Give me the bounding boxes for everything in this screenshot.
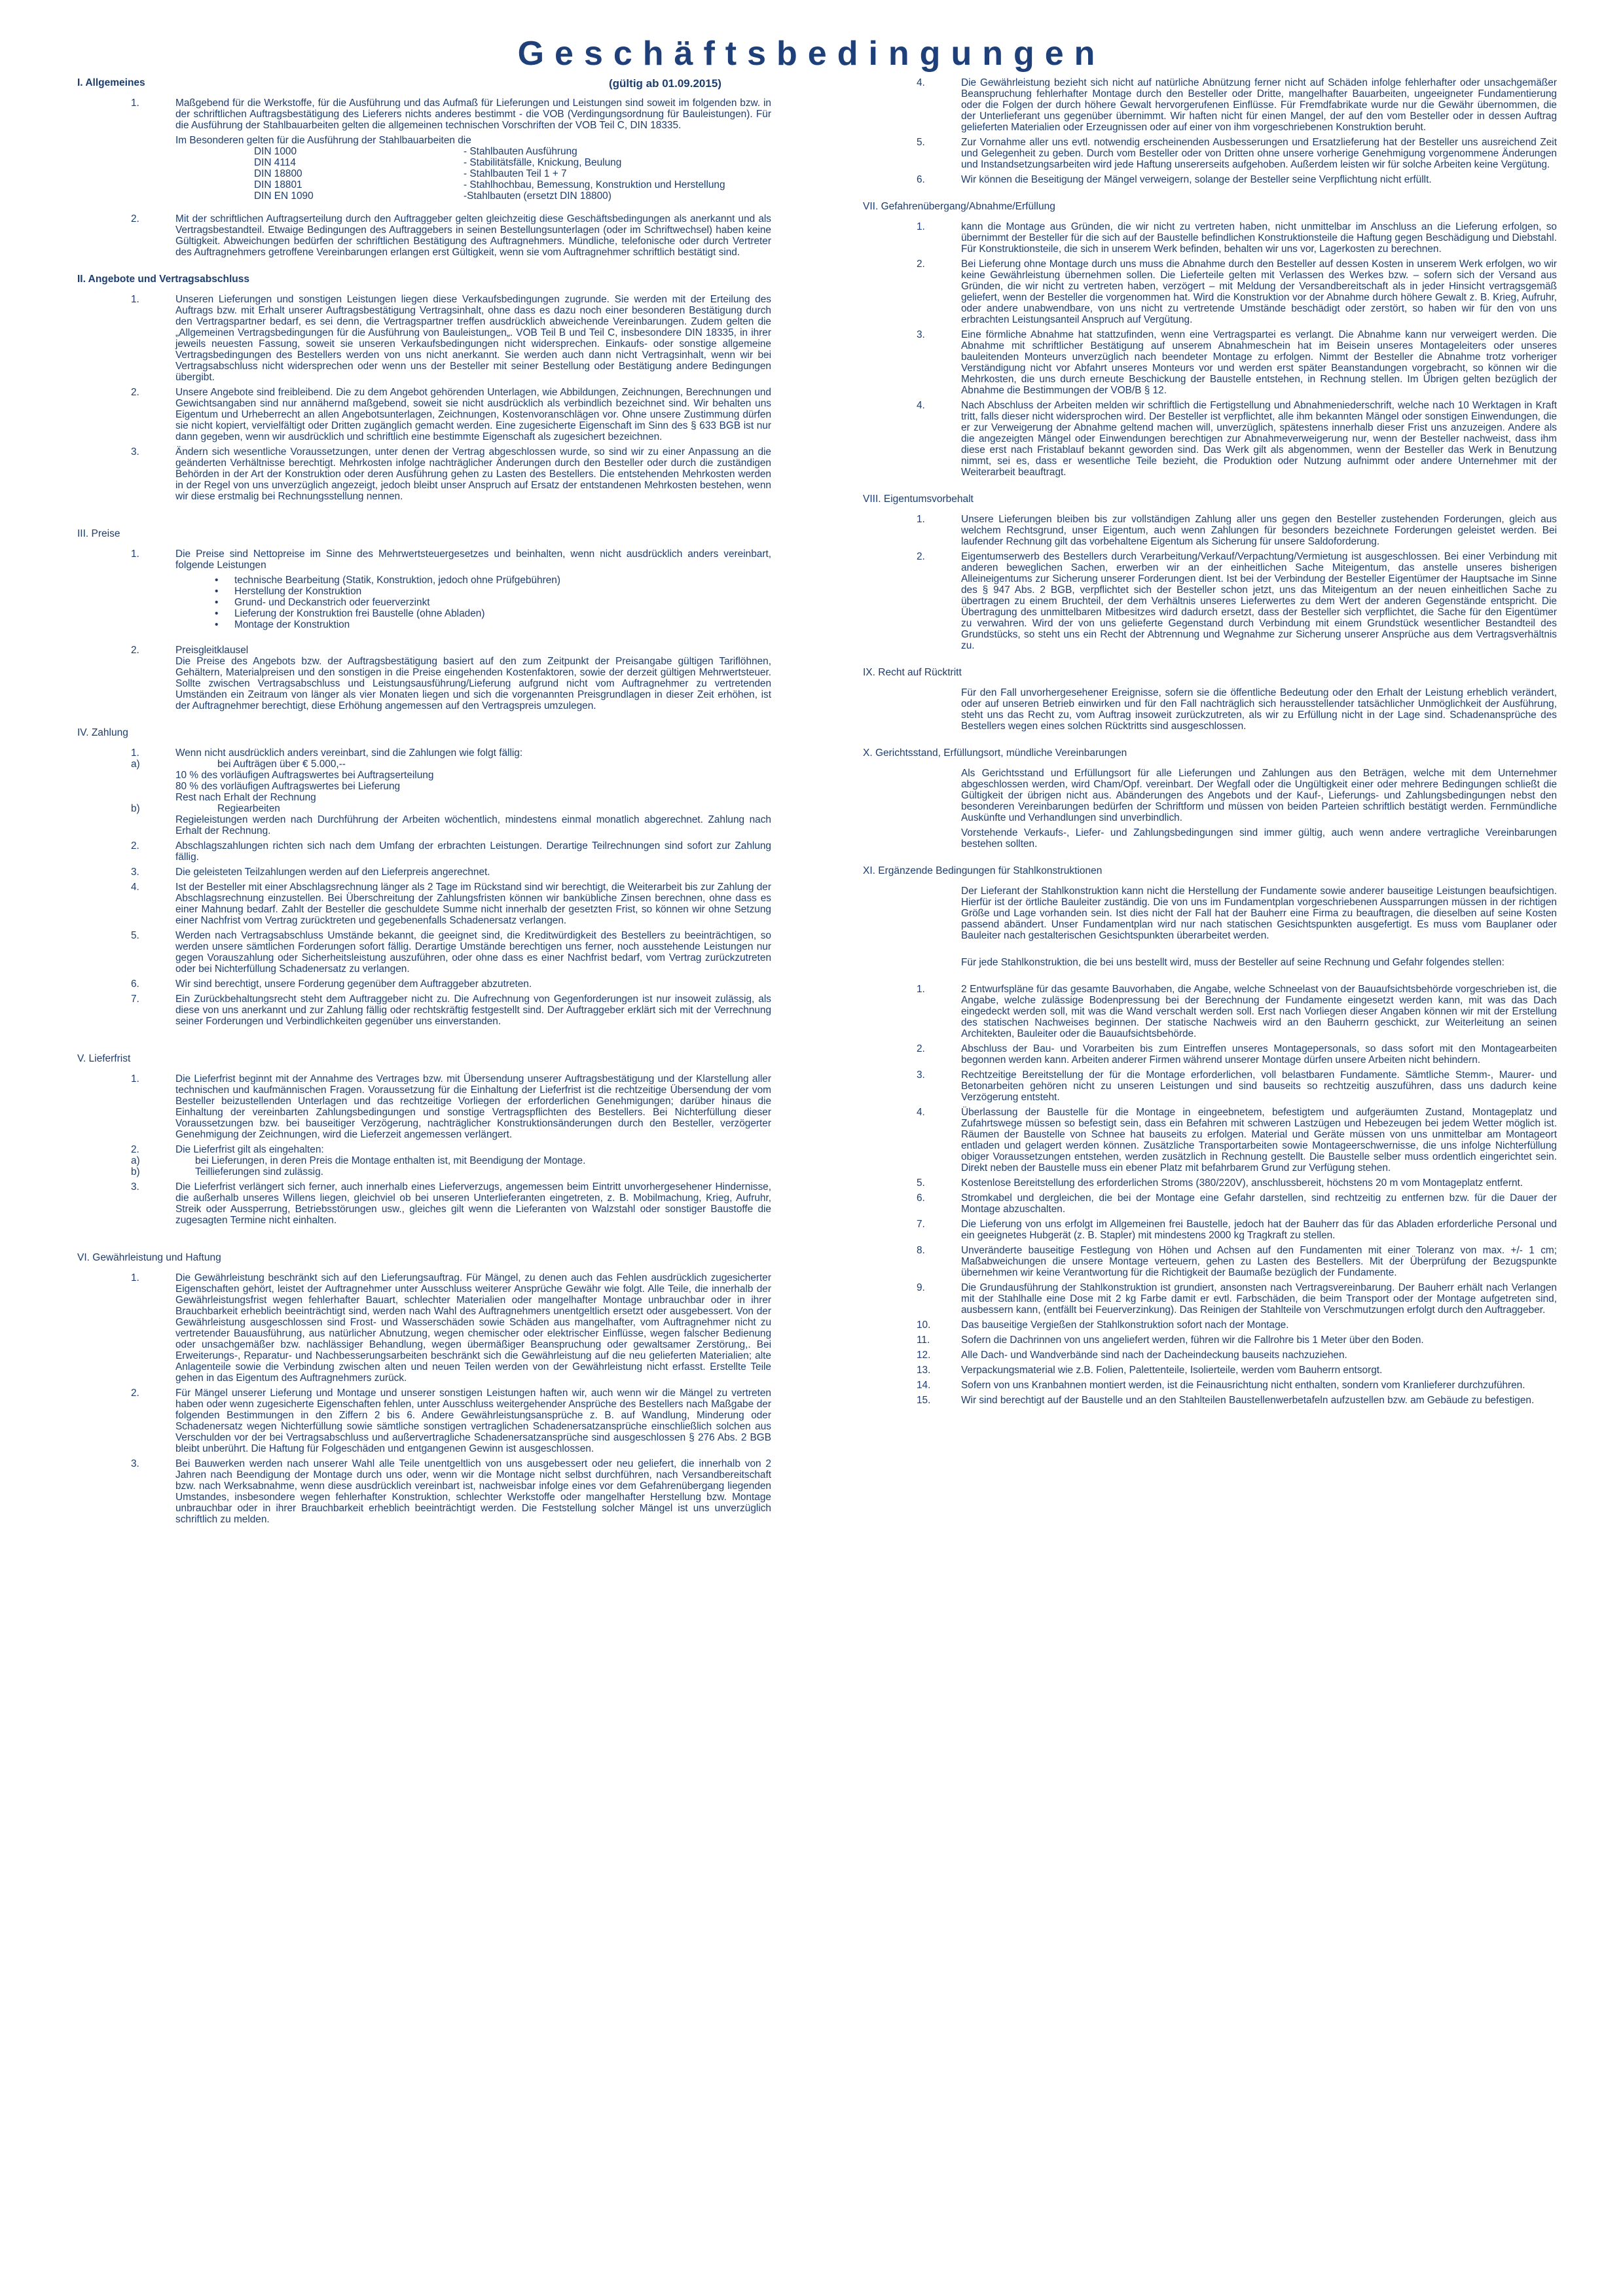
clause-11-10: 10. Das bauseitige Vergießen der Stahlkonstruktion sofort nach der Montage. — [917, 1319, 1289, 1331]
document-title: Geschäftsbedingungen — [517, 35, 1106, 73]
list-item: • Montage der Konstruktion — [215, 619, 771, 630]
validity-date: (gültig ab 01.09.2015) — [609, 77, 721, 90]
clause-11-6: 6. Stromkabel und dergleichen, die bei der Montage eine Gefahr darstellen, sind rechtzeitig zu entfernen bzw. für die Dauer der Montage abzuschalten. — [917, 1193, 1557, 1215]
clause-6-6: 6. Wir können die Beseitigung der Mängel verweigern, solange der Besteller seine Verpflichtung nicht erfüllt. — [917, 174, 1432, 185]
clause-text: Maßgebend für die Werkstoffe, für die Ausführung und das Aufmaß für Lieferungen und Leistungen sind soweit im folgenden bzw. in der schriftlichen Auftragsbestätigung des Lieferers nichts anderes bestimmt - die VOB (Verdingungsordnung für Bauleistungen). Für die Ausführung der Stahlbauarbeiten gelten die allgemeinen technischen Vorschriften der VOB Teil C, DIN 18335. — [175, 98, 771, 131]
clause-11-5: 5. Kostenlose Bereitstellung des erforderlichen Stroms (380/220V), anschlussbereit, höchstens 20 m vom Montageplatz entfernt. — [917, 1177, 1523, 1189]
clause-10-text-1: Als Gerichtsstand und Erfüllungsort für alle Lieferungen und Zahlungen aus den Beträgen, welche mit dem Unternehmer abgeschlossen werden, wird Cham/Opf. vereinbart. Der Wegfall oder die Ungültigkeit einer oder mehrere Bedingungen schließt die Gültigkeit der übrigen nicht aus. Abänderungen des Angebots und der Kauf-, Lieferungs- und Zahlungsbedingungen nebst den besonderen Vereinbarungen bedürfen der Schriftform und müssen von beiden Parteien schriftlich bestätigt werden. Fernmündliche Auskünfte und Verhandlungen sind unverbindlich. — [961, 768, 1557, 823]
clause-4-6: 6. Wir sind berechtigt, unsere Forderung gegenüber dem Auftraggeber abzutreten. — [131, 978, 532, 990]
clause-11-11: 11. Sofern die Dachrinnen von uns angeliefert werden, führen wir die Fallrohre bis 1 Meter über den Boden. — [917, 1335, 1424, 1346]
clause-1-1 — [77, 98, 771, 131]
clause-5-2: 2. Die Lieferfrist gilt als eingehalten: — [131, 1144, 324, 1155]
clause-11-14: 14. Sofern von uns Kranbahnen montiert werden, ist die Feinausrichtung nicht enthalten, sondern vom Kranlieferer durchzuführen. — [917, 1380, 1525, 1391]
clause-4-1: 1. Wenn nicht ausdrücklich anders vereinbart, sind die Zahlungen wie folgt fällig: — [131, 747, 523, 759]
list-item: • Lieferung der Konstruktion frei Baustelle (ohne Abladen) — [215, 608, 771, 619]
section-heading-ruecktritt: IX. Recht auf Rücktritt — [863, 667, 962, 678]
clause-6-1: 1. Die Gewährleistung beschränkt sich auf den Lieferungsauftrag. Für Mängel, zu denen auch das Fehlen ausdrücklich zugesicherter Eigenschaften gehört, leistet der Auftragnehmer unter Ausschluss weiterer Ansprüche Gewähr wie folgt. Alle Teile, die innerhalb der Gewährleistungsfrist wegen fehlerhafter Bauart, schlechter Materialien oder mangelhafter Montage unbrauchbar oder in ihrer Brauchbarkeit erheblich beeinträchtigt sind, werden nach Wahl des Auftragnehmers unentgeltlich ersetzt oder ausgebessert. Von der Gewährleistung ausgeschlossen sind Frost- und Wasserschäden sowie Schäden aus mangelhafter, vom Auftragnehmer nicht zu vertretender Bauausführung, aus natürlicher Abnutzung, wegen chemischer oder elektrischer Einflüsse, wegen falscher Bedienung oder unsachgemäßer bzw. nachlässiger Behandlung, wegen übermäßiger Beanspruchung oder gewaltsamer Zerstörung,. Bei Erweiterungs-, Reparatur- und Nachbesserungsarbeiten beschränkt sich die Gewährleistung auf die neu gelieferten Materialien; alte Anlagenteile sowie die Verbindung zwischen alten und neuen Teilen werden von der Gewährleistung nicht erfasst. Erstellte Teile gehen in das Eigentum des Auftragnehmers zurück. — [131, 1272, 771, 1384]
section-heading-allgemeines: I. Allgemeines — [77, 77, 145, 88]
left-column: I. Allgemeines 1. Maßgebend für die Werkstoffe, für die Ausführung und das Aufmaß für Lieferungen und Leistungen sind soweit im folgenden bzw. in der schriftlichen Auftragsbestätigung des Lieferers nichts anderes bestimmt - die VOB (Verdingungsordnung für Bauleistungen). Für die Ausführung der Stahlbauarbeiten gelten die allgemeinen technischen Vorschriften der VOB Teil C, DIN 18335. Im Besonderen gelten für die Ausführung der Stahlbauarbeiten die DIN 1000 - Stahlbauten Ausführung DIN 4114 - Stabilitätsfälle, Knickung, Beulung DIN 18800 - Stahlbauten Teil 1 + 7 DIN 18801 - Stahlhochbau, Bemessung, Konstruktion und Herstellung DIN EN 1090 -Stahlbauten (ersetzt DIN 18800) 2. Mit der schriftlichen Auftragserteilung durch den Auftraggeber gelten gleichzeitig diese Geschäftsbedingungen als anerkannt und als Vertragsbestandteil. Etwaige Bedingungen des Auftraggebers in seinen Bestellungsunterlagen (oder im Schriftwechsel) haben keine Gültigkeit. Abweichungen bedürfen der schriftlichen Bestätigung des Auftragnehmers. Mündliche, telefonische oder durch Vertreter des Auftragnehmers getroffene Vereinbarungen erlangen erst Gültigkeit, wenn sie vom Auftragnehmer schriftlich bestätigt sind. II. Angebote und Vertragsabschluss 1. Unseren Lieferungen und sonstigen Leistungen liegen diese Verkaufsbedingungen zugrunde. Sie werden mit der Erteilung des Auftrags bzw. mit Erhalt unserer Auftragsbestätigung Vertragsinhalt, ohne dass es dazu noch einer besonderen Bestätigung durch den Vertragspartner bedarf, es sei denn, die Vertragspartner treffen ausdrücklich abweichende Vereinbarungen. Zudem gelten die „Allgemeinen Vertragsbedingungen für die Ausführung von Bauleistungen„. VOB Teil B und Teil C, insbesondere DIN 18335, in ihrer jeweils neuesten Fassung, soweit sie unseren Verkaufsbedingungen nicht widersprechen. Einkaufs- oder sonstige allgemeine Vertragsbedingungen des Bestellers werden von uns nicht anerkannt. Sie werden auch dann nicht Vertragsinhalt, wenn wir bei Vertragsabschluss nicht widersprechen oder wenn uns der Besteller mit seiner Bestellung oder Bestätigung andere Bedingungen übergibt. 2. Unsere Angebote sind freibleibend. Die zu dem Angebot gehörenden Unterlagen, wie Abbildungen, Zeichnungen, Berechnungen und Gewichtsangaben sind nur annähernd maßgebend, soweit sie nicht ausdrücklich als verbindlich bezeichnet sind. Wir behalten uns Eigentum und Urheberrecht an allen Angebotsunterlagen, Zeichnungen, Kostenvoranschlägen vor. Ohne unsere Zustimmung dürfen sie nicht kopiert, vervielfältigt oder Dritten zugänglich gemacht werden. Eine zugesicherte Eigenschaft im Sinn des § 633 BGB ist nur dann gegeben, wenn wir ausdrücklich und schriftlich eine bestimmte Eigenschaft als zugesichert bezeichnen. 3. Ändern sich wesentliche Voraussetzungen, unter denen der Vertrag abgeschlossen wurde, so sind wir zu einer Anpassung an die geänderten Verhältnisse berechtigt. Mehrkosten infolge nachträglicher Änderungen durch den Besteller oder durch die zuständigen Behörden in der Art der Konstruktion oder deren Ausführung gehen zu Lasten des Bestellers. Die entstehenden Mehrkosten werden in der Regel von uns unverzüglich angezeigt, jedoch bleibt unser Anspruch auf Ersatz der entstandenen Mehrkosten bestehen, wenn wir diese erstmalig bei Rechnungsstellung nennen. III. Preise 1. Die Preise sind Nettopreise im Sinne des Mehrwertsteuergesetzes und beinhalten, wenn nicht ausdrücklich anders vereinbart, folgende Leistungen • technische Bearbeitung (Statik, Konstruktion, jedoch ohne Prüfgebühren) • Herstellung der Konstruktion • Grund- und Deckanstrich oder feuerverzinkt • Lieferung der Konstruktion frei Baustelle (ohne Abladen) • Montage der Konstruktion 2. Preisgleitklausel Die Preise des Angebots bzw. der Auftragsbestätigung basiert auf den zum Zeitpunkt der Preisangabe gültigen Tariflöhnen, Gehältern, Materialpreisen und den sonstigen in die Preise eingehenden Kostenfaktoren, sowie der derzeit gültigen Mehrwertsteuer. Sollte zwischen Vertragsabschluss und Leistungsausführung/Lieferung aufgrund nicht vom Auftragnehmer zu vertretenden Umständen ein Zeitraum von länger als vier Monaten liegen und sich die vorgenannten Preisgrundlagen in dieser Zeit erhöhen, ist der Auftragnehmer berechtigt, diese Erhöhung angemessen auf den Vertragspreis umzulegen. IV. Zahlung 1. Wenn nicht ausdrücklich anders vereinbart, sind die Zahlungen wie folgt fällig: a) bei Aufträgen über € 5.000,-- 10 % des vorläufigen Auftragswertes bei Auftragserteilung 80 % des vorläufigen Auftragswertes bei Lieferung Rest nach Erhalt der Rechnung b) Regiearbeiten Regieleistungen werden nach Durchführung der Arbeiten wöchentlich, mindestens einmal monatlich abgerechnet. Zahlung nach Erhalt der Rechnung. 2. Abschlagszahlungen richten sich nach dem Umfang der erbrachten Leistungen. Derartige Teilrechnungen sind sofort zur Zahlung fällig. 3. Die geleisteten Teilzahlungen werden auf den Lieferpreis angerechnet. 4. Ist der Besteller mit einer Abschlagsrechnung länger als 2 Tage im Rückstand sind wir berechtigt, die Weiterarbeit bis zur Zahlung der Abschlagsrechnung einzustellen. Bei Überschreitung der Zahlungsfristen können wir bankübliche Zinsen berechnen, ohne dass es einer Mahnung bedarf. Zahlt der Besteller die geschuldete Summe nicht innerhalb der gesetzten Frist, so können wir ohne Setzung einer Nachfrist vom Vertrag zurücktreten und gegebenenfalls Schadenersatz verlangen. 5. Werden nach Vertragsabschluss Umstände bekannt, die geeignet sind, die Kreditwürdigkeit des Bestellers zu beeinträchtigen, so werden unsere sämtlichen Forderungen sofort fällig. Derartige Umstände berechtigen uns ferner, noch ausstehende Leistungen nur gegen Vorauszahlung oder Sicherheitsleistung auszuführen, oder ohne dass es einer Nachfrist bedarf, vom Vertrag zurückzutreten oder bei Nichterfüllung Schadenersatz zu verlangen. 6. Wir sind berechtigt, unsere Forderung gegenüber dem Auftraggeber abzutreten. 7. Ein Zurückbehaltungsrecht steht dem Auftraggeber nicht zu. Die Aufrechnung von Gegenforderungen ist nur insoweit zulässig, als diese von uns anerkannt und zur Zahlung fällig oder rechtskräftig festgestellt sind. Der Auftraggeber erklärt sich mit der Verrechnung seiner Forderungen und Verbindlichkeiten gegenüber uns einverstanden. V. Lieferfrist 1. Die Lieferfrist beginnt mit der Annahme des Vertrages bzw. mit Übersendung unserer Auftragsbestätigung und der Klarstellung aller technischen und kaufmännischen Fragen. Voraussetzung für die Einhaltung der Lieferfrist ist die rechtzeitige Übersendung der vom Besteller beizustellenden Unterlagen und das rechtzeitige Vorliegen der erforderlichen Genehmigungen; darüber hinaus die Einhaltung der vereinbarten Zahlungsbedingungen und sonstige Vertragspflichten des Bestellers. Bei Nichterfüllung dieser Voraussetzungen bzw. bei bauseitiger Verzögerung, nachträglicher Konstruktionsänderungen durch den Besteller, verzögerter Genehmigung der Zeichnungen, wird die Lieferzeit angemessen verlängert. 2. Die Lieferfrist gilt als eingehalten: a) bei Lieferungen, in deren Preis die Montage enthalten ist, mit Beendigung der Montage. b) Teillieferungen sind zulässig. 3. Die Lieferfrist verlängert sich ferner, auch innerhalb eines Lieferverzugs, angemessen beim Eintritt unvorhergesehener Hindernisse, die außerhalb unseres Willens liegen, gleichviel ob bei unseren Unterlieferanten eingetreten, z. B. Mobilmachung, Krieg, Aufruhr, Streik oder Aussperrung, Betriebsstörungen usw., gleiches gilt wenn die Lieferanten von Walzstahl oder sonstiger Baustoffe die zugesagten Termine nicht einhalten. VI. Gewährleistung und Haftung 1. Die Gewährleistung beschränkt sich auf den Lieferungsauftrag. Für Mängel, zu denen auch das Fehlen ausdrücklich zugesicherter Eigenschaften gehört, leistet der Auftragnehmer unter Ausschluss weiterer Ansprüche Gewähr wie folgt. Alle Teile, die innerhalb der Gewährleistungsfrist wegen fehlerhafter Bauart, schlechter Materialien oder mangelhafter Montage unbrauchbar oder in ihrer Brauchbarkeit erheblich beeinträchtigt sind, werden nach Wahl des Auftragnehmers unentgeltlich ersetzt oder ausgebessert. Von der Gewährleistung ausgeschlossen sind Frost- und Wasserschäden sowie Schäden aus mangelhafter, vom Auftragnehmer nicht zu vertretender Bauausführung, aus natürlicher Abnutzung, wegen chemischer oder elektrischer Einflüsse, wegen falscher Bedienung oder unsachgemäßer bzw. nachlässiger Behandlung, wegen übermäßiger Beanspruchung oder gewaltsamer Zerstörung,. Bei Erweiterungs-, Reparatur- und Nachbesserungsarbeiten beschränkt sich die Gewährleistung auf die neu gelieferten Materialien; alte Anlagenteile sowie die Verbindung zwischen alten und neuen Teilen werden von der Gewährleistung nicht erfasst. Erstellte Teile gehen in das Eigentum des Auftragnehmers zurück. 2. Für Mängel unserer Lieferung und Montage und unserer sonstigen Leistungen haften wir, auch wenn wir die Mängel zu vertreten haben oder wenn zugesicherte Eigenschaften fehlen, unter Ausschluss weitergehender Ansprüche des Bestellers nach Maßgabe der folgenden Bestimmungen in den Ziffern 2 bis 6. Andere Gewährleistungsansprüche z. B. auf Wandlung, Minderung oder Schadenersatz wegen Nichterfüllung sowie sämtliche sonstigen vertraglichen Schadenersatzansprüche einschließlich solchen aus Verschulden vor der bei Vertragsabschluss und außervertragliche Schadenersatzansprüche sind ausgeschlossen § 276 Abs. 2 BGB bleibt unberührt. Die Haftung für Folgeschäden und entgangenen Gewinn ist ausgeschlossen. 3. Bei Bauwerken werden nach unserer Wahl alle Teile unentgeltlich von uns ausgebessert oder neu geliefert, die innerhalb von 2 Jahren nach Beendigung der Montage durch uns oder, wenn wir die Montage nicht selbst durchführen, nach Versandbereitschaft bzw. nach Werksabnahme, wenn diese ausdrücklich vereinbart ist, nachweisbar infolge eines vor dem Gefahrenübergang liegenden Umstandes, insbesondere wegen fehlerhafter Konstruktion, schlechter Werkstoffe oder mangelhafter Herstellung bzw. Montage unbrauchbar oder in ihrer Brauchbarkeit erheblich beeinträchtigt werden. Die Feststellung solcher Mängel ist uns unverzüglich schriftlich zu melden. — [77, 77, 771, 1529]
clause-3-2-text: Die Preise des Angebots bzw. der Auftragsbestätigung basiert auf den zum Zeitpunkt der Preisangabe gültigen Tariflöhnen, Gehältern, Materialpreisen und den sonstigen in die Preise eingehenden Kostenfaktoren, sowie der derzeit gültigen Mehrwertsteuer. Sollte zwischen Vertragsabschluss und Leistungsausführung/Lieferung aufgrund nicht vom Auftragnehmer zu vertretenden Umständen ein Zeitraum von länger als vier Monaten liegen und sich die vorgenannten Preisgrundlagen in dieser Zeit erhöhen, ist der Auftragnehmer berechtigt, diese Erhöhung angemessen auf den Vertragspreis umzulegen. — [175, 656, 771, 711]
clause-4-3: 3. Die geleisteten Teilzahlungen werden auf den Lieferpreis angerechnet. — [131, 867, 490, 878]
clause-1-2: 2. Mit der schriftlichen Auftragserteilung durch den Auftraggeber gelten gleichzeitig diese Geschäftsbedingungen als anerkannt und als Vertragsbestandteil. Etwaige Bedingungen des Auftraggebers in seinen Bestellungsunterlagen (oder im Schriftwechsel) haben keine Gültigkeit. Abweichungen bedürfen der schriftlichen Bestätigung des Auftragnehmers. Mündliche, telefonische oder durch Vertreter des Auftragnehmers getroffene Vereinbarungen erlangen erst Gültigkeit, wenn sie vom Auftragnehmer schriftlich bestätigt sind. — [131, 213, 771, 258]
section-heading-eigentumsvorbehalt: VIII. Eigentumsvorbehalt — [863, 493, 974, 505]
section-heading-stahlkonstruktionen: XI. Ergänzende Bedingungen für Stahlkonstruktionen — [863, 865, 1103, 876]
section-heading-gefahrenuebergang: VII. Gefahrenübergang/Abnahme/Erfüllung — [863, 201, 1055, 212]
clause-11-text-2: Für jede Stahlkonstruktion, die bei uns bestellt wird, muss der Besteller auf seine Rechnung und Gefahr folgendes stellen: — [961, 957, 1504, 968]
clause-3-2: 2. Preisgleitklausel — [131, 645, 249, 656]
clause-2-3: 3. Ändern sich wesentliche Voraussetzungen, unter denen der Vertrag abgeschlossen wurde, so sind wir zu einer Anpassung an die geänderten Verhältnisse berechtigt. Mehrkosten infolge nachträglicher Änderungen durch den Besteller oder durch die zuständigen Behörden in der Art der Konstruktion oder deren Ausführung gehen zu Lasten des Bestellers. Die entstehenden Mehrkosten werden in der Regel von uns unverzüglich angezeigt, jedoch bleibt unser Anspruch auf Ersatz der entstandenen Mehrkosten bestehen, wenn wir diese erstmalig bei Rechnungsstellung nennen. — [131, 446, 771, 502]
clause-4-2: 2. Abschlagszahlungen richten sich nach dem Umfang der erbrachten Leistungen. Derartige Teilrechnungen sind sofort zur Zahlung fällig. — [131, 840, 771, 863]
clause-4-1b: b) Regiearbeiten — [131, 803, 280, 814]
clause-6-3: 3. Bei Bauwerken werden nach unserer Wahl alle Teile unentgeltlich von uns ausgebessert oder neu geliefert, die innerhalb von 2 Jahren nach Beendigung der Montage durch uns oder, wenn wir die Montage nicht selbst durchführen, nach Versandbereitschaft bzw. nach Werksabnahme, wenn diese ausdrücklich vereinbart ist, nachweisbar infolge eines vor dem Gefahrenübergang liegenden Umstandes, insbesondere wegen fehlerhafter Konstruktion, schlechter Werkstoffe oder mangelhafter Herstellung bzw. Montage unbrauchbar oder in ihrer Brauchbarkeit erheblich beeinträchtigt werden. Die Feststellung solcher Mängel ist uns unverzüglich schriftlich zu melden. — [131, 1458, 771, 1525]
clause-2-2: 2. Unsere Angebote sind freibleibend. Die zu dem Angebot gehörenden Unterlagen, wie Abbildungen, Zeichnungen, Berechnungen und Gewichtsangaben sind nur annähernd maßgebend, soweit sie nicht ausdrücklich als verbindlich bezeichnet sind. Wir behalten uns Eigentum und Urheberrecht an allen Angebotsunterlagen, Zeichnungen, Kostenvoranschlägen vor. Ohne unsere Zustimmung dürfen sie nicht kopiert, vervielfältigt oder Dritten zugänglich gemacht werden. Eine zugesicherte Eigenschaft im Sinn des § 633 BGB ist nur dann gegeben, wenn wir ausdrücklich und schriftlich eine bestimmte Eigenschaft als zugesichert bezeichnen. — [131, 387, 771, 442]
clause-5-1: 1. Die Lieferfrist beginnt mit der Annahme des Vertrages bzw. mit Übersendung unserer Auftragsbestätigung und der Klarstellung aller technischen und kaufmännischen Fragen. Voraussetzung für die Einhaltung der Lieferfrist ist die rechtzeitige Übersendung der vom Besteller beizustellenden Unterlagen und das rechtzeitige Vorliegen der erforderlichen Genehmigungen; darüber hinaus die Einhaltung der vereinbarten Zahlungsbedingungen und sonstige Vertragspflichten des Bestellers. Bei Nichterfüllung dieser Voraussetzungen bzw. bei bauseitiger Verzögerung, nachträglicher Konstruktionsänderungen durch den Besteller, verzögerter Genehmigung der Zeichnungen, wird die Lieferzeit angemessen verlängert. — [131, 1073, 771, 1140]
clause-11-text-1: Der Lieferant der Stahlkonstruktion kann nicht die Herstellung der Fundamente sowie anderer bauseitige Leistungen beaufsichtigen. Hierfür ist der örtliche Bauleiter zuständig. Die von uns im Fundamentplan vorgeschriebenen Aussparrungen müssen in der richtigen Größe und Lage vorhanden sein. Ist dies nicht der Fall hat der Bauherr eine Firma zu beauftragen, die dieselben auf seine Kosten passend abändert. Unser Fundamentplan wird nur nach statischen Gesichtspunkten ausgefertigt. Es muss vom Bauplaner oder Bauleiter nach gestalterischen Gesichtspunkten überarbeitet werden. — [961, 886, 1557, 941]
right-column — [863, 77, 1557, 1410]
section-heading-preise: III. Preise — [77, 528, 120, 539]
clause-6-4: 4. Die Gewährleistung bezieht sich nicht auf natürliche Abnützung ferner nicht auf Schäden infolge fehlerhafter oder unsachgemäßer Beanspruchung fehlerhafter Montage durch den Besteller oder Dritte, mangelhafter Bauarbeiten, ungeeigneter Fundamentierung oder die Folgen der durch höhere Gewalt hervorgerufenen Einflüsse. Für Fremdfabrikate wurde nur die Gewähr übernommen, die der Unterlieferant uns gegenüber übernimmt. Wir haften nicht für einen Mangel, der auf den vom Besteller oder in dessen Auftrag gelieferten Materialien oder Erzeugnissen oder auf einer von ihm vorgeschriebenen Konstruktion beruht. — [917, 77, 1557, 133]
section-heading-gerichtsstand: X. Gerichtsstand, Erfüllungsort, mündliche Vereinbarungen — [863, 747, 1127, 759]
clause-7-4: 4. Nach Abschluss der Arbeiten melden wir schriftlich die Fertigstellung und Abnahmeniederschrift, welche nach 10 Werktagen in Kraft tritt, falls dieser nicht widersprochen wird. Der Besteller ist verpflichtet, alle ihm bekannten Mängel oder sonstigen Einwendungen, die er zur Verweigerung der Abnahme geltend machen will, unverzüglich, spätestens innerhalb dieser Frist uns anzuzeigen. Andere als die angezeigten Mängel oder Einwendungen berechtigen zur Abnahmeverweigerung nur, wenn der Besteller nachweist, dass ihm diese erst nach Fristablauf bekannt geworden sind. Das Werk gilt als abgenommen, wenn der Besteller das Werk in Benutzung nimmt, sei es, dass er wesentliche Teile bezieht, die Produktion oder Nutzung aufnimmt oder andere Unternehmer mit der Weiterarbeit beauftragt. — [917, 400, 1557, 478]
clause-4-7: 7. Ein Zurückbehaltungsrecht steht dem Auftraggeber nicht zu. Die Aufrechnung von Gegenforderungen ist nur insoweit zulässig, als diese von uns anerkannt und zur Zahlung fällig oder rechtskräftig festgestellt sind. Der Auftraggeber erklärt sich mit der Verrechnung seiner Forderungen und Verbindlichkeiten gegenüber uns einverstanden. — [131, 994, 771, 1027]
clause-8-1: 1. Unsere Lieferungen bleiben bis zur vollständigen Zahlung aller uns gegen den Besteller zustehenden Forderungen, gleich aus welchem Rechtsgrund, unser Eigentum, auch wenn Zahlungen für besonders bezeichnete Forderungen geleistet werden. Bei laufender Rechnung gilt das vorbehaltene Eigentum als Sicherung für unsere Saldoforderung. — [917, 514, 1557, 547]
clause-number: 1. — [131, 98, 139, 109]
list-item: • Herstellung der Konstruktion — [215, 586, 771, 597]
clause-11-3: 3. Rechtzeitige Bereitstellung der für die Montage erforderlichen, voll belastbaren Fundamente. Sämtliche Stemm-, Maurer- und Betonarbeiten gehören nicht zu unseren Leistungen und sind bauseits so rechtzeitig auszuführen, dass uns dadurch keine Verzögerung entsteht. — [917, 1069, 1557, 1103]
section-heading-angebote: II. Angebote und Vertragsabschluss — [77, 274, 249, 285]
section-heading-lieferfrist: V. Lieferfrist — [77, 1053, 131, 1064]
clause-6-2: 2. Für Mängel unserer Lieferung und Montage und unserer sonstigen Leistungen haften wir, auch wenn wir die Mängel zu vertreten haben oder wenn zugesicherte Eigenschaften fehlen, unter Ausschluss weitergehender Ansprüche des Bestellers nach Maßgabe der folgenden Bestimmungen in den Ziffern 2 bis 6. Andere Gewährleistungsansprüche z. B. auf Wandlung, Minderung oder Schadenersatz wegen Nichterfüllung sowie sämtliche sonstigen vertraglichen Schadenersatzansprüche einschließlich solchen aus Verschulden vor der bei Vertragsabschluss und außervertragliche Schadenersatzansprüche sind ausgeschlossen § 276 Abs. 2 BGB bleibt unberührt. Die Haftung für Folgeschäden und entgangenen Gewinn ist ausgeschlossen. — [131, 1388, 771, 1454]
section-heading-zahlung: IV. Zahlung — [77, 727, 128, 738]
list-item: • Grund- und Deckanstrich oder feuerverzinkt — [215, 597, 771, 608]
clause-7-1: 1. kann die Montage aus Gründen, die wir nicht zu vertreten haben, nicht unmittelbar im Anschluss an die Lieferung erfolgen, so übernimmt der Besteller für die sich auf der Baustelle befindlichen Konstruktionsteile die Haftung gegen Beschädigung und Diebstahl. Für Konstruktionsteile, die sich in unserem Werk befinden, behalten wir uns vor, Lagerkosten zu berechnen. — [917, 221, 1557, 255]
section-heading-gewaehrleistung: VI. Gewährleistung und Haftung — [77, 1252, 221, 1263]
clause-11-1: 1. 2 Entwurfspläne für das gesamte Bauvorhaben, die Angabe, welche Schneelast von der Bauaufsichtsbehörde vorgeschrieben ist, die Angabe, welche zulässige Bodenpressung bei der Berechnung der Fundamente eingesetzt werden kann, mit was das Dach eingedeckt werden soll, mit was die Wand verschalt werden soll. Erst nach Vorliegen dieser Angaben können wir mit der Erstellung des statischen Nachweises beginnen. Der statische Nachweis wird an den Bauherrn geschickt, zur Weiterleitung an seinen Architekten, Bauleiter oder die Bauaufsichtsbehörde. — [917, 984, 1557, 1039]
clause-11-4: 4. Überlassung der Baustelle für die Montage in eingeebnetem, befestigtem und aufgeräumten Zustand, Montageplatz und Zufahrtswege müssen so befestigt sein, dass ein Befahren mit schweren Lastzügen und Hebezeugen bei jedem Wetter möglich ist. Räumen der Baustelle von Schnee hat bauseits zu erfolgen. Material und Geräte müssen von uns unmittelbar am Montageort entladen und gelagert werden können. Zusätzliche Transportarbeiten sowie Montageerschwernisse, die uns infolge Nichterfüllung obiger Voraussetzungen entstehen, werden zusätzlich in Rechnung gestellt. Die Baustelle selber muss ordentlich eingerichtet sein. Direkt neben der Baustelle muss ein ebener Platz mit befahrbarem Grund zur Verfügung stehen. — [917, 1107, 1557, 1174]
list-item: • technische Bearbeitung (Statik, Konstruktion, jedoch ohne Prüfgebühren) — [215, 575, 771, 586]
clause-11-8: 8. Unveränderte bauseitige Festlegung von Höhen und Achsen auf den Fundamenten mit einer Toleranz von max. +/- 1 cm; Maßabweichungen die unsere Montage verteuern, gehen zu Lasten des Bestellers. Mit der Überprüfung der Bezugspunkte übernehmen wir keine Verantwortung für die Richtigkeit der Baumaße bezüglich der Fundamente. — [917, 1245, 1557, 1278]
clause-11-13: 13. Verpackungsmaterial wie z.B. Folien, Palettenteile, Isolierteile, werden vom Bauherrn entsorgt. — [917, 1365, 1383, 1376]
clause-1-1b: Im Besonderen gelten für die Ausführung der Stahlbauarbeiten die — [175, 135, 471, 146]
clause-8-2: 2. Eigentumserwerb des Bestellers durch Verarbeitung/Verkauf/Verpachtung/Vermietung ist ausgeschlossen. Bei einer Verbindung mit anderen beweglichen Sachen, erwerben wir an der einheitlichen Sache Miteigentum, das anstelle unseres bisherigen Alleineigentums zur Sicherung unserer Forderungen dient. Ist bei der Verbindung der Besteller Eigentümer der Hauptsache im Sinne des § 947 Abs. 2 BGB, verpflichtet sich der Besteller schon jetzt, uns das Miteigentum an der neuen einheitlichen Sache zu übertragen zu einem Bruchteil, der dem Verhältnis unseres Lieferwertes zu dem Wert der anderen Gegenstände entspricht. Die Übertragung des unmittelbaren Mitbesitzes wird dadurch ersetzt, dass der Besteller sich verpflichtet, die Sache für den Eigentümer zu verwahren. Wird der von uns gelieferte Gegenstand durch Verbindung mit einem Grundstück wesentlicher Bestandteil des Grundstücks, so steht uns ein Recht der Abtrennung und Wegnahme zur Sicherung unserer Ansprüche aus dem Vertragsverhältnis zu. — [917, 551, 1557, 651]
clause-9-text: Für den Fall unvorhergesehener Ereignisse, sofern sie die öffentliche Bedeutung oder den Erhalt der Leistung erheblich verändert, oder auf unseren Betrieb einwirken und für den Fall nachträglich sich herausstellender tatsächlicher Unmöglichkeit der Ausführung, steht uns das Recht zu, vom Auftrag insoweit zurückzutreten, als wir zu Erfüllung nicht in der Lage sind. Schadenansprüche des Bestellers wegen eines solchen Rücktritts sind ausgeschlossen. — [961, 687, 1557, 732]
clause-11-12: 12. Alle Dach- und Wandverbände sind nach der Dacheindeckung bauseits nachzuziehen. — [917, 1350, 1347, 1361]
clause-4-1a: a) bei Aufträgen über € 5.000,-- — [131, 759, 346, 770]
clause-5-3: 3. Die Lieferfrist verlängert sich ferner, auch innerhalb eines Lieferverzugs, angemessen beim Eintritt unvorhergesehener Hindernisse, die außerhalb unseres Willens liegen, gleichviel ob bei unseren Unterlieferanten eingetreten, z. B. Mobilmachung, Krieg, Aufruhr, Streik oder Aussperrung, Betriebsstörungen usw., gleiches gilt wenn die Lieferanten von Walzstahl oder sonstiger Baustoffe die zugesagten Termine nicht einhalten. — [131, 1181, 771, 1226]
clause-10-text-2: Vorstehende Verkaufs-, Liefer- und Zahlungsbedingungen sind immer gültig, auch wenn andere vertragliche Vereinbarungen bestehen sollten. — [961, 827, 1557, 850]
clause-11-7: 7. Die Lieferung von uns erfolgt im Allgemeinen frei Baustelle, jedoch hat der Bauherr das für das Abladen erforderliche Personal und ein geeignetes Hubgerät (z. B. Stapler) mit mindestens 2000 kg Tragkraft zu stellen. — [917, 1219, 1557, 1241]
clause-11-2: 2. Abschluss der Bau- und Vorarbeiten bis zum Eintreffen unseres Montagepersonals, so dass sofort mit den Montagearbeiten begonnen werden kann. Arbeiten anderer Firmen während unserer Montage dürfen unsere Arbeiten nicht behindern. — [917, 1043, 1557, 1066]
clause-6-5: 5. Zur Vornahme aller uns evtl. notwendig erscheinenden Ausbesserungen und Ersatzlieferung hat der Besteller uns ausreichend Zeit und Gelegenheit zu geben. Durch vom Besteller oder von Dritten ohne unsere vorherige Genehmigung vorgenommene Änderungen und Instandsetzungsarbeiten wird jede Haftung unsererseits aufgehoben. Außerdem leisten wir für solche Arbeiten keine Vergütung. — [917, 137, 1557, 170]
clause-7-3: 3. Eine förmliche Abnahme hat stattzufinden, wenn eine Vertragspartei es verlangt. Die Abnahme kann nur verweigert werden. Die Abnahme mit schriftlicher Bestätigung auf unserem Abnahmeschein hat im Beisein unseres Montageleiters oder unseres bauleitenden Monteurs unverzüglich nach beendeter Montage zu erfolgen. Nimmt der Besteller die Abnahme trotz vorheriger Verständigung nicht vor Abfahrt unseres Monteurs vor und werden erst später Beanstandungen vorgebracht, so können wir die Mehrkosten, die uns durch erneute Beschickung der Baustelle entstehen, in Rechnung stellen. Im Übrigen gelten bezüglich der Abnahme die Bestimmungen der VOB/B § 12. — [917, 329, 1557, 396]
clause-2-1: 1. Unseren Lieferungen und sonstigen Leistungen liegen diese Verkaufsbedingungen zugrunde. Sie werden mit der Erteilung des Auftrags bzw. mit Erhalt unserer Auftragsbestätigung Vertragsinhalt, ohne dass es dazu noch einer besonderen Bestätigung durch den Vertragspartner bedarf, es sei denn, die Vertragspartner treffen ausdrücklich abweichende Vereinbarungen. Zudem gelten die „Allgemeinen Vertragsbedingungen für die Ausführung von Bauleistungen„. VOB Teil B und Teil C, insbesondere DIN 18335, in ihrer jeweils neuesten Fassung, soweit sie unseren Verkaufsbedingungen nicht widersprechen. Einkaufs- oder sonstige allgemeine Vertragsbedingungen des Bestellers werden von uns nicht anerkannt. Sie werden auch dann nicht Vertragsinhalt, wenn wir bei Vertragsabschluss nicht widersprechen oder wenn uns der Besteller mit seiner Bestellung oder Bestätigung andere Bedingungen übergibt. — [131, 294, 771, 383]
clause-11-9: 9. Die Grundausführung der Stahlkonstruktion ist grundiert, ansonsten nach Vertragsvereinbarung. Der Bauherr erhält nach Verlangen mit der Stahlhalle eine Dose mit 2 kg Farbe damit er evtl. Farbschäden, die beim Transport oder der Montage aufgetreten sind, ausbessern kann, (entfällt bei Feuerverzinkung). Das Reinigen der Stahlteile von Verschmutzungen erfolgt durch den Auftraggeber. — [917, 1282, 1557, 1316]
clause-7-2: 2. Bei Lieferung ohne Montage durch uns muss die Abnahme durch den Besteller auf dessen Kosten in unserem Werk erfolgen, wo wir keine Gewährleistung übernehmen sollen. Die Lieferteile gelten mit Verlassen des Werkes bzw. – sofern sich der Versand aus Gründen, die wir nicht zu vertreten haben, verzögert – mit Meldung der Versandbereitschaft als in jeder Hinsicht vertragsgemäß geliefert, wenn der Besteller die vorgenommen hat. Wird die Konstruktion vor der Abnahme durch höhere Gewalt z. B. Krieg, Aufruhr, oder andere unabwendbare, von uns nicht zu vertretende Umstände beschädigt oder zerstört, so haben wir für den von uns erbrachten Leistungsanteil Anspruch auf Vergütung. — [917, 259, 1557, 325]
clause-4-5: 5. Werden nach Vertragsabschluss Umstände bekannt, die geeignet sind, die Kreditwürdigkeit des Bestellers zu beeinträchtigen, so werden unsere sämtlichen Forderungen sofort fällig. Derartige Umstände berechtigen uns ferner, noch ausstehende Leistungen nur gegen Vorauszahlung oder Sicherheitsleistung auszuführen, oder ohne dass es einer Nachfrist bedarf, vom Vertrag zurückzutreten oder bei Nichterfüllung Schadenersatz zu verlangen. — [131, 930, 771, 975]
din-list: DIN 1000 - Stahlbauten Ausführung DIN 4114 - Stabilitätsfälle, Knickung, Beulung DIN 18800 - Stahlbauten Teil 1 + 7 DIN 18801 - Stahlhochbau, Bemessung, Konstruktion und Herstellung DIN EN 1090 -Stahlbauten (ersetzt DIN 18800) — [254, 146, 725, 202]
price-includes-list — [215, 575, 771, 630]
clause-11-15: 15. Wir sind berechtigt auf der Baustelle und an den Stahlteilen Baustellenwerbetafeln aufzustellen bzw. am Gebäude zu befestigen. — [917, 1395, 1535, 1406]
clause-3-1: 1. Die Preise sind Nettopreise im Sinne des Mehrwertsteuergesetzes und beinhalten, wenn nicht ausdrücklich anders vereinbart, folgende Leistungen — [131, 548, 771, 571]
clause-4-4: 4. Ist der Besteller mit einer Abschlagsrechnung länger als 2 Tage im Rückstand sind wir berechtigt, die Weiterarbeit bis zur Zahlung der Abschlagsrechnung einzustellen. Bei Überschreitung der Zahlungsfristen können wir bankübliche Zinsen berechnen, ohne dass es einer Mahnung bedarf. Zahlt der Besteller die geschuldete Summe nicht innerhalb der gesetzten Frist, so können wir ohne Setzung einer Nachfrist vom Vertrag zurücktreten und gegebenenfalls Schadenersatz verlangen. — [131, 882, 771, 926]
